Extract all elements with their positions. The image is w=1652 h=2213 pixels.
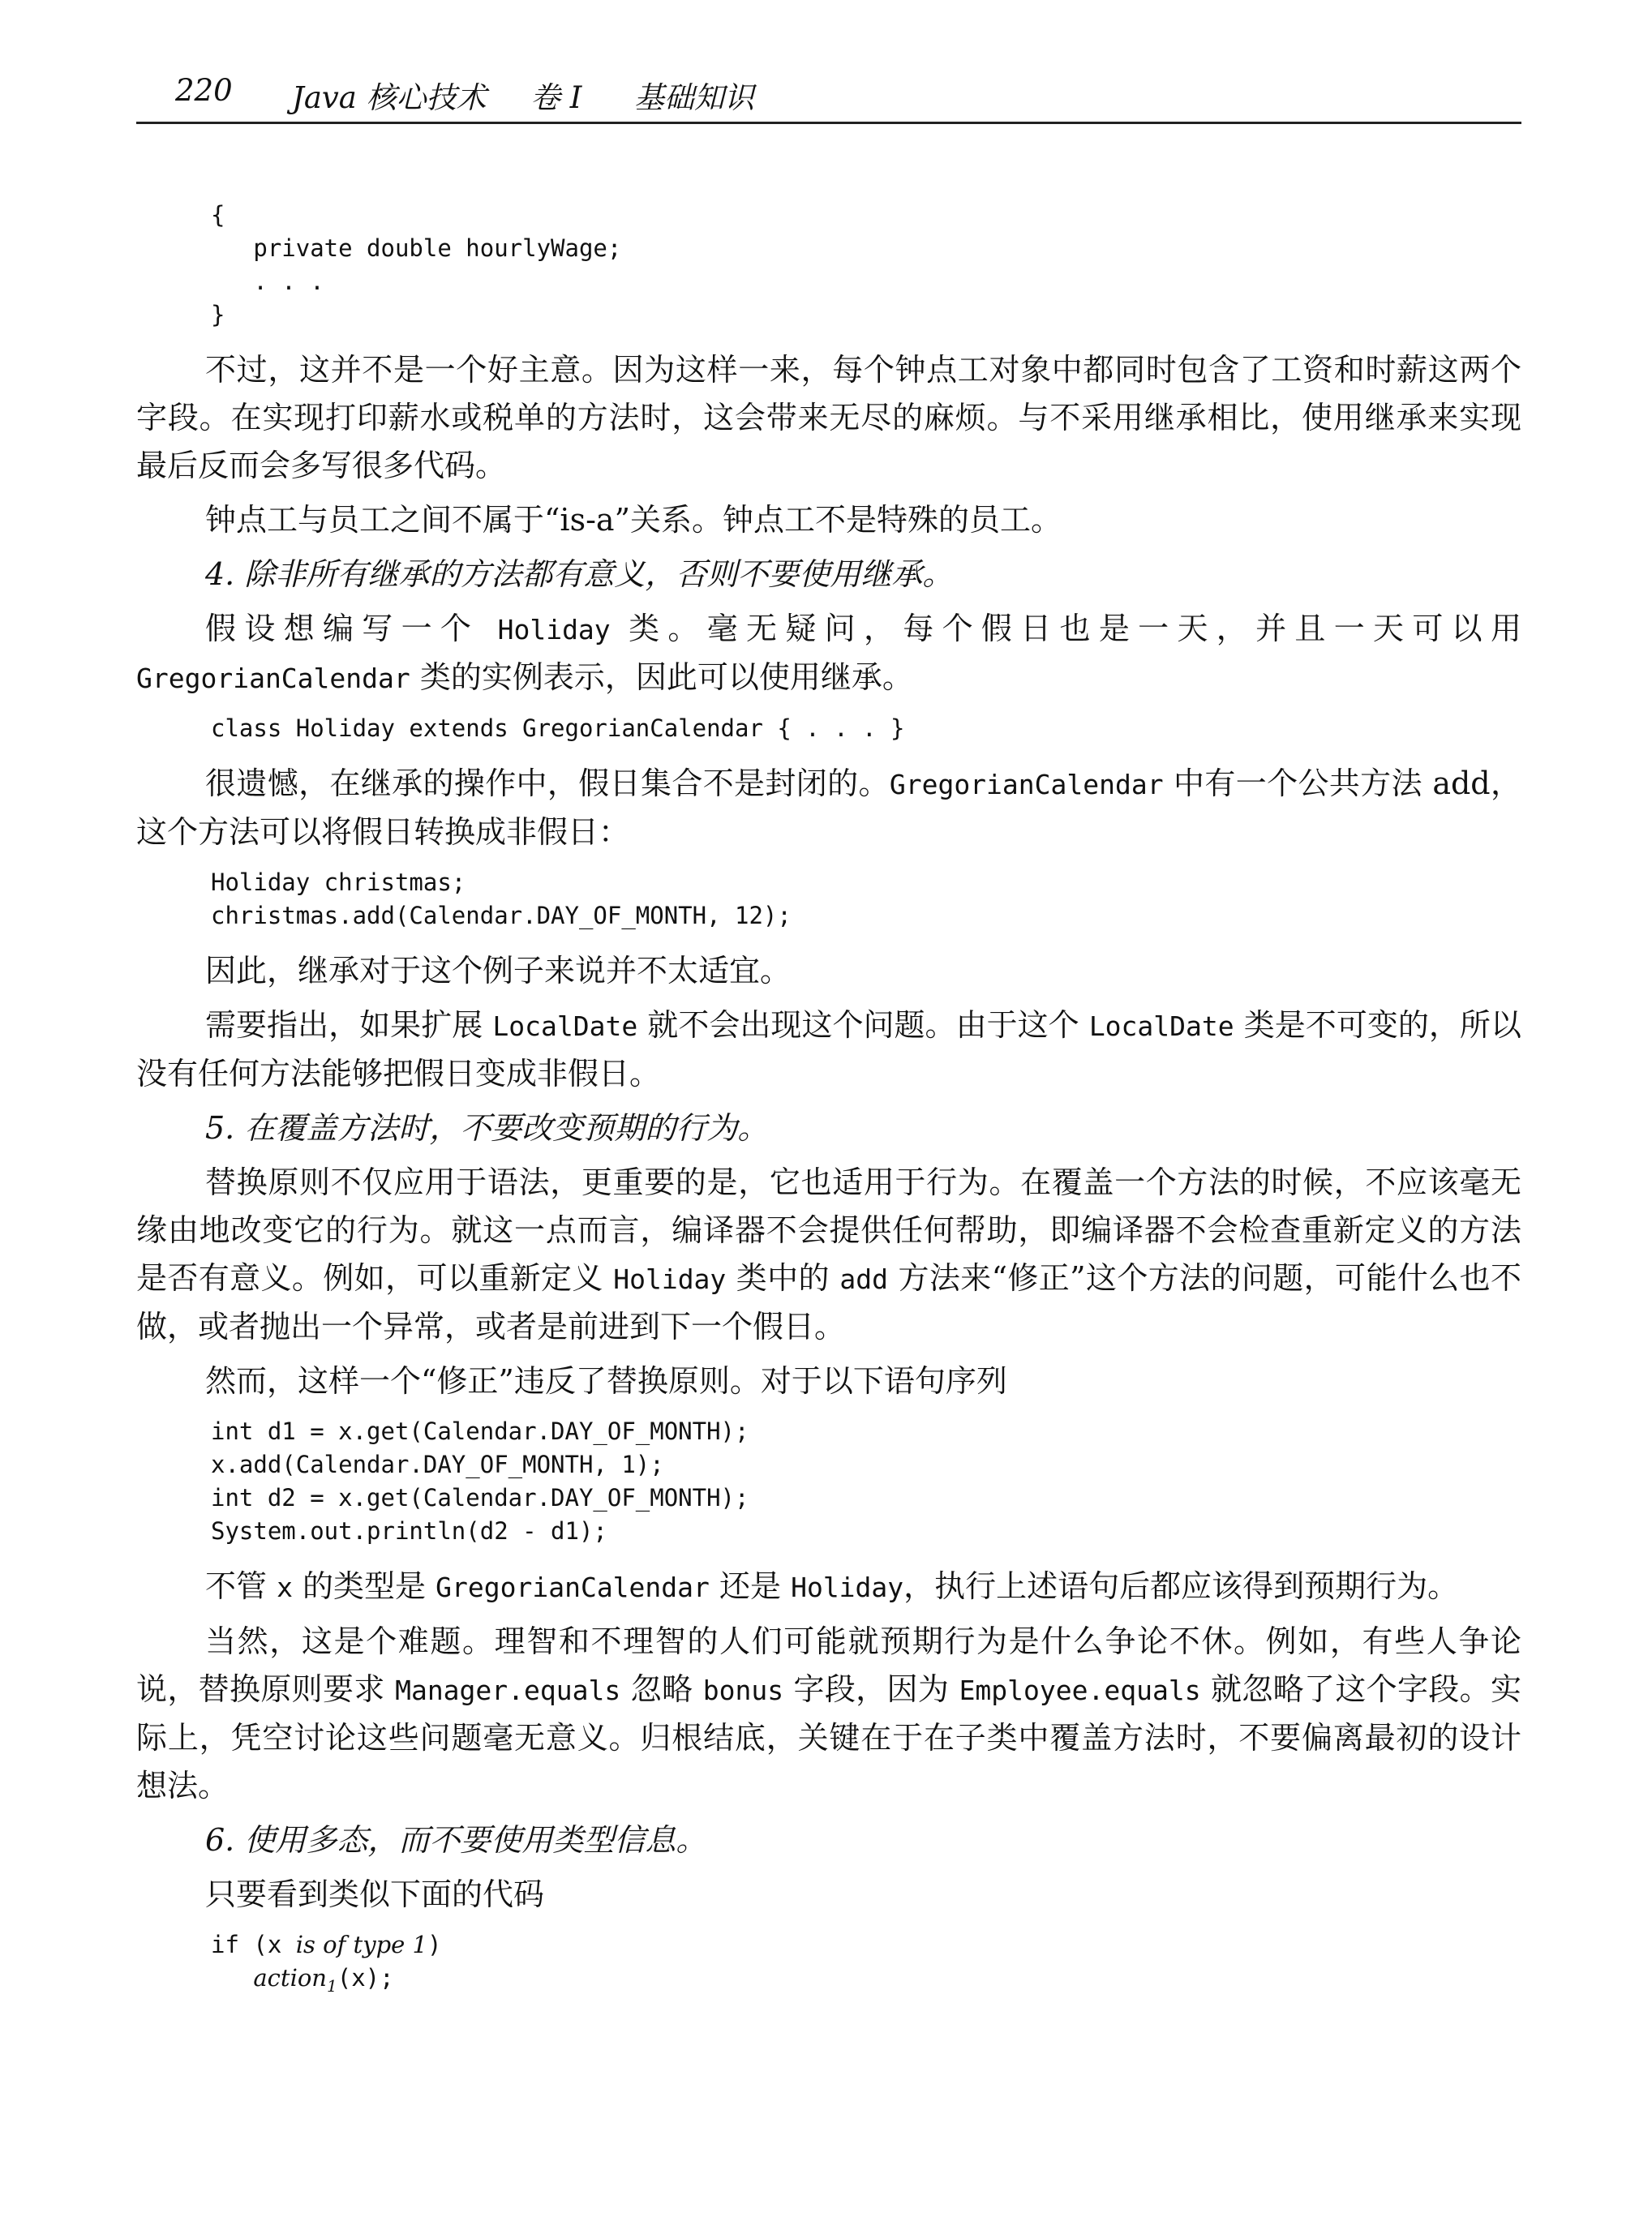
section-heading: 5. 在覆盖方法时，不要改变预期的行为。 [205,1110,769,1146]
code-line: . . . [211,268,324,295]
text-run: 替换原则不仅应用于语法，更重要的是，它也适用于行为。在覆盖一个方法的时候，不应该毫无缘由地改变它的行为。就这一点而言，编译器不会提供任何帮助，即编译器不会检查重新定义的方法是否有意义。例如，可以重新定义 [136,1164,1521,1296]
text-run: 方法来“修正”这个方法的问题，可能什么也不做，或者抛出一个异常，或者是前进到下一个假日。 [136,1260,1521,1345]
code-run: (x); [337,1964,394,1992]
text-run: 还是 [709,1568,792,1604]
code-subscript: 1 [327,1975,337,1996]
text-run: 字段，因为 [783,1671,959,1707]
code-block-2 [211,712,1521,745]
paragraph [136,1001,1521,1098]
paragraph: 只要看到类似下面的代码 [205,1876,545,1912]
paragraph [136,605,1521,702]
code-line: System.out.println(d2 - d1); [211,1517,607,1545]
inline-code: GregorianCalendar [889,769,1164,800]
page-header [136,68,1521,124]
text-run: 就不会出现这个问题。由于这个 [637,1007,1089,1043]
text-run: 需要指出，如果扩展 [205,1007,493,1043]
text-run: 类中的 [726,1260,840,1296]
text-run: 中有一个公共方法 add，这个方法可以将假日转换成非假日： [136,766,1521,850]
inline-code: bonus [702,1675,784,1706]
inline-code: Holiday [613,1263,727,1295]
code-line: class Holiday extends GregorianCalendar { . . . } [211,714,905,742]
text-run: 类的实例表示，因此可以使用继承。 [410,659,913,695]
code-line: christmas.add(Calendar.DAY_OF_MONTH, 12); [211,902,792,929]
inline-code: GregorianCalendar [436,1572,710,1603]
code-line: x.add(Calendar.DAY_OF_MONTH, 1); [211,1451,664,1478]
paragraph: 因此，继承对于这个例子来说并不太适宜。 [205,953,792,989]
text-run: 不管 [205,1568,277,1604]
text-run: 假设想编写一个 [205,611,498,646]
text-run: 忽略 [620,1671,703,1707]
text-run: ，执行上述语句后都应该得到预期行为。 [903,1568,1459,1604]
code-block-4 [211,1415,1521,1548]
inline-code: Holiday [497,614,611,645]
volume-label: 卷 I [530,80,582,115]
text-run: 类。毫无疑问，每个假日也是一天，并且一天可以用 [610,611,1521,646]
code-line: Holiday christmas; [211,868,466,896]
code-line: int d2 = x.get(Calendar.DAY_OF_MONTH); [211,1484,749,1512]
text-run: 就忽略了这个字段。实际上，凭空讨论这些问题毫无意义。归根结底，关键在于在子类中覆盖方法时，不要偏离最初的设计想法。 [136,1671,1521,1803]
inline-code: x [277,1572,293,1603]
paragraph [136,1563,1521,1611]
book-subtitle: 基础知识 [634,80,754,115]
code-placeholder: action [253,1964,327,1992]
code-run: if (x [211,1931,296,1958]
paragraph: 然而，这样一个“修正”违反了替换原则。对于以下语句序列 [205,1363,1007,1399]
section-heading: 4. 除非所有继承的方法都有意义，否则不要使用继承。 [205,556,954,592]
code-placeholder: is of type 1 [295,1931,427,1958]
inline-code: add [839,1263,888,1295]
code-block-5 [211,1928,1521,2003]
paragraph [136,760,1521,856]
code-line: } [211,301,225,328]
inline-code: LocalDate [492,1010,638,1042]
paragraph [136,1159,1521,1351]
text-run: 当然，这是个难题。理智和不理智的人们可能就预期行为是什么争论不休。例如，有些人争论说，替换原则要求 [136,1623,1521,1707]
text-run: 很遗憾，在继承的操作中，假日集合不是封闭的。 [205,766,890,801]
code-run: ) [427,1931,442,1958]
inline-code: LocalDate [1088,1010,1234,1042]
code-line: { [211,201,225,229]
inline-code: GregorianCalendar [136,663,410,694]
code-line [211,1962,1521,2003]
text-run: 类是不可变的，所以没有任何方法能够把假日变成非假日。 [136,1007,1521,1091]
code-line: private double hourlyWage; [211,234,622,262]
inline-code: Holiday [791,1572,904,1603]
paragraph: 钟点工与员工之间不属于“is-a”关系。钟点工不是特殊的员工。 [205,502,1062,538]
paragraph: 不过，这并不是一个好主意。因为这样一来，每个钟点工对象中都同时包含了工资和时薪这两个字段。在实现打印薪水或税单的方法时，这会带来无尽的麻烦。与不采用继承相比，使用继承来实现最后反而会多写很多代码。 [136,352,1521,483]
section-heading: 6. 使用多态，而不要使用类型信息。 [205,1822,707,1858]
inline-code: Manager.equals [395,1675,621,1706]
inline-code: Employee.equals [959,1675,1201,1706]
page-number: 220 [175,73,233,108]
book-title: Java 核心技术 [292,80,487,115]
code-line: int d1 = x.get(Calendar.DAY_OF_MONTH); [211,1417,749,1445]
code-block-3 [211,866,1521,933]
page-body [136,199,1521,2018]
code-block-1 [211,199,1521,332]
paragraph [136,1618,1521,1810]
code-line [211,1928,1521,1962]
text-run: 的类型是 [292,1568,436,1604]
